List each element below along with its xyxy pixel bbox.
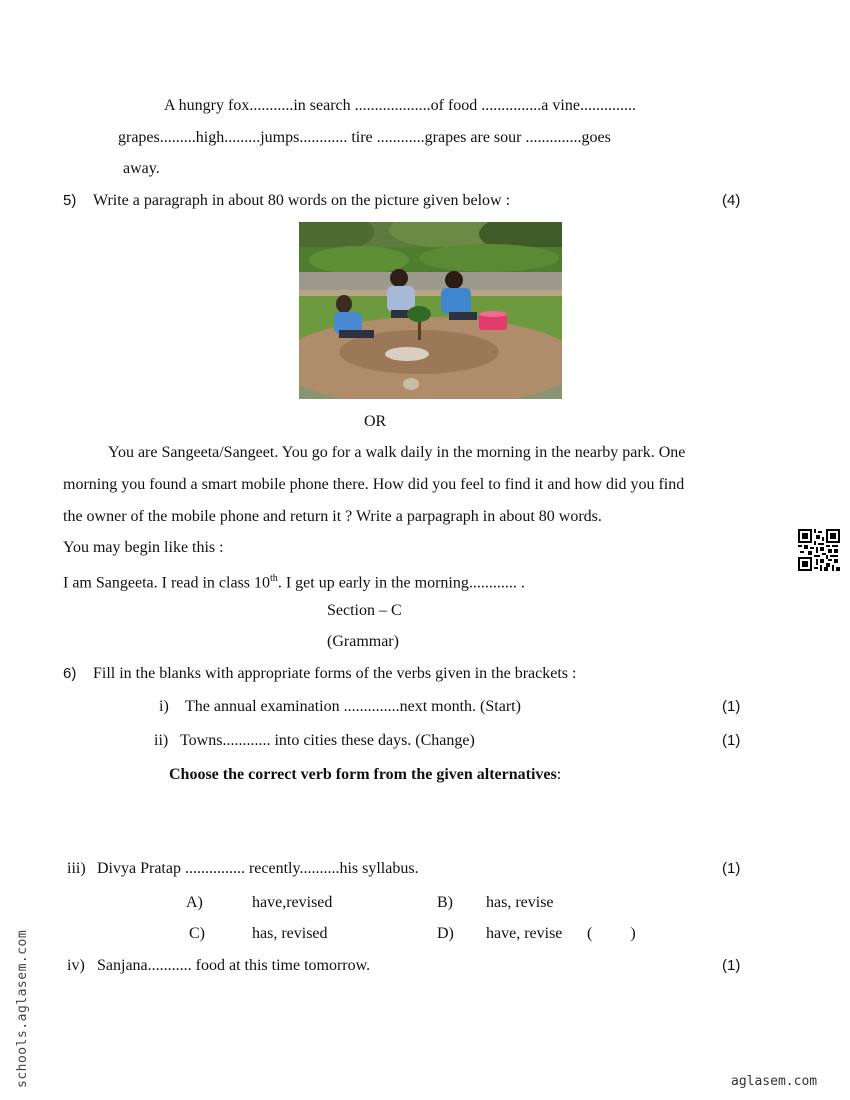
item-iii-marks: (1)	[722, 860, 741, 877]
begin-like-label: You may begin like this :	[63, 539, 224, 556]
item-i-marks: (1)	[722, 698, 741, 715]
option-b-text: has, revise	[486, 894, 554, 911]
item-i-number: i)	[159, 698, 169, 715]
option-a-text: have,revised	[252, 894, 333, 911]
option-c-text: has, revised	[252, 925, 328, 942]
item-iv-number: iv)	[67, 957, 85, 974]
alt-paragraph-line-3: the owner of the mobile phone and return it ? Write a parpagraph in about 80 words.	[63, 508, 602, 525]
item-iii-text: Divya Pratap ............... recently..........his syllabus.	[97, 860, 419, 877]
item-ii-text: Towns............ into cities these days. (Change)	[180, 732, 475, 749]
section-title: Section – C	[327, 602, 402, 619]
bottom-watermark: aglasem.com	[731, 1074, 818, 1089]
section-subtitle: (Grammar)	[327, 633, 399, 650]
hint-line-3: away.	[123, 160, 160, 177]
choose-heading-colon: :	[556, 766, 562, 783]
begin-sentence-sup: th	[270, 573, 278, 584]
answer-bracket-close: )	[630, 925, 636, 942]
answer-bracket	[587, 924, 636, 944]
begin-sentence-pre: I am Sangeeta. I read in class 10	[63, 574, 271, 592]
item-iii-number: iii)	[67, 860, 86, 877]
option-d-text: have, revise	[486, 925, 563, 942]
item-ii-marks: (1)	[722, 732, 741, 749]
option-d-label: D)	[437, 925, 454, 942]
alt-paragraph-line-2: morning you found a smart mobile phone there. How did you feel to find it and how did you find	[63, 476, 685, 493]
begin-sentence	[63, 569, 525, 593]
answer-bracket-open: (	[587, 925, 593, 942]
side-watermark: schools.aglasem.com	[15, 929, 30, 1088]
choose-heading-text: Choose the correct verb form from the given alternatives	[169, 766, 557, 783]
item-i-text: The annual examination ..............next month. (Start)	[185, 698, 521, 715]
item-iv-text: Sanjana........... food at this time tomorrow.	[97, 957, 371, 974]
question-5-text: Write a paragraph in about 80 words on the picture given below :	[93, 192, 511, 209]
question-5-marks: (4)	[722, 192, 741, 209]
option-c-label: C)	[189, 925, 205, 942]
option-b-label: B)	[437, 894, 453, 911]
item-ii-number: ii)	[154, 732, 169, 749]
alt-paragraph-line-1: You are Sangeeta/Sangeet. You go for a walk daily in the morning in the nearby park. One	[108, 444, 686, 461]
hint-line-2: grapes.........high.........jumps............ tire ............grapes are sour ..............goes	[118, 129, 611, 146]
or-separator: OR	[364, 413, 387, 430]
item-iv-marks: (1)	[722, 957, 741, 974]
choose-heading	[169, 765, 561, 785]
question-5-number: 5)	[63, 192, 77, 209]
option-a-label: A)	[186, 894, 203, 911]
planting-photo	[299, 222, 562, 399]
begin-sentence-post: . I get up early in the morning............ .	[277, 574, 525, 592]
hint-line-1: A hungry fox...........in search ...................of food ...............a vine..............	[164, 97, 636, 114]
qr-code-icon	[798, 529, 840, 571]
question-6-number: 6)	[63, 665, 77, 682]
question-6-text: Fill in the blanks with appropriate forms of the verbs given in the brackets :	[93, 665, 577, 682]
